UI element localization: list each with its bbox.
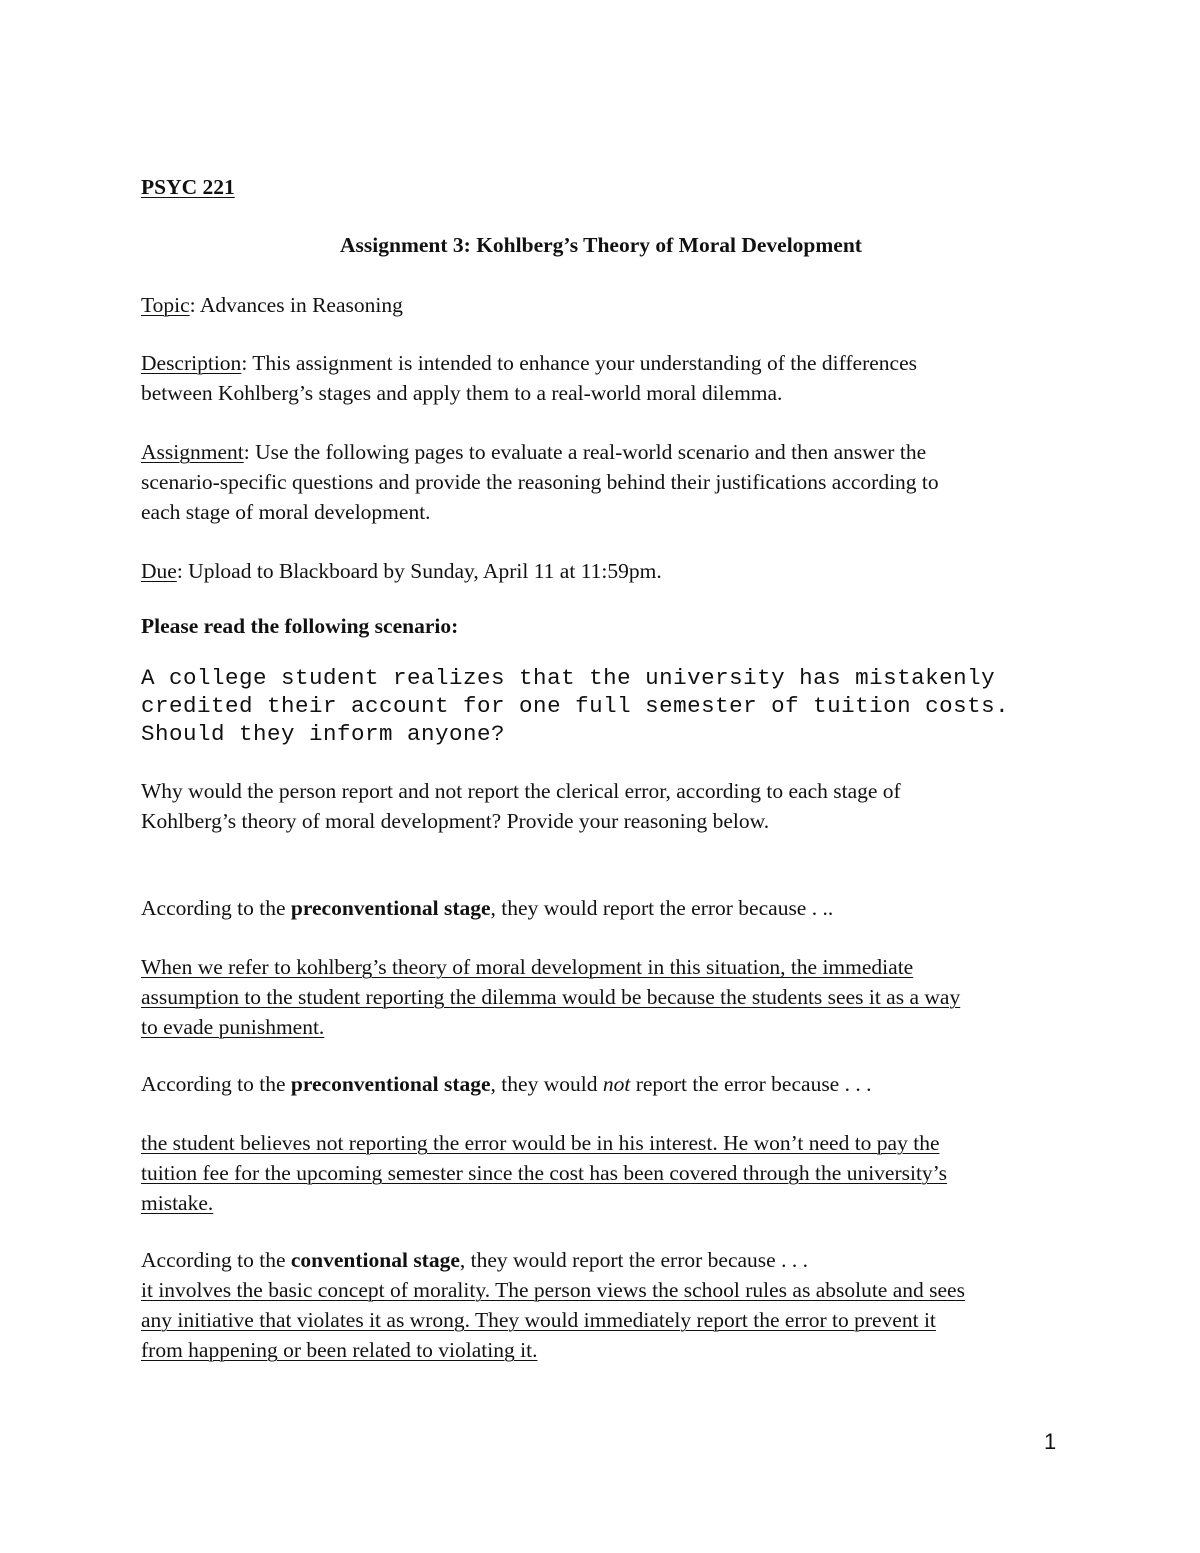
assignment-label: Assignment	[141, 440, 244, 464]
assignment-line-3: each stage of moral development.	[141, 500, 431, 524]
answer2-line-1: the student believes not reporting the error would be in his interest. He won’t need to pay the	[141, 1131, 940, 1155]
topic-text: : Advances in Reasoning	[189, 293, 403, 317]
prompt2-mid: , they would	[490, 1072, 603, 1096]
description-line-2: between Kohlberg’s stages and apply them to a real-world moral dilemma.	[141, 381, 783, 405]
prompt1-pre: According to the	[141, 896, 291, 920]
question-line-2: Kohlberg’s theory of moral development? Provide your reasoning below.	[141, 809, 770, 833]
prompt2-pre: According to the	[141, 1072, 291, 1096]
scenario-heading: Please read the following scenario:	[141, 614, 459, 638]
answer2-line-3: mistake.	[141, 1191, 214, 1215]
due-label: Due	[141, 559, 177, 583]
description-text-1: : This assignment is intended to enhance your understanding of the differences	[241, 351, 917, 375]
answer1-line-2: assumption to the student reporting the dilemma would be because the students sees it as a way	[141, 985, 961, 1009]
prompt3-stage: conventional stage	[290, 1248, 460, 1272]
prompt-preconventional-not-report	[141, 1069, 871, 1099]
prompt1-stage: preconventional stage	[290, 896, 491, 920]
assignment-line-1	[141, 437, 926, 467]
prompt2-stage: preconventional stage	[290, 1072, 491, 1096]
scenario-line-3: Should they inform anyone?	[141, 721, 506, 747]
topic-line	[141, 290, 403, 320]
prompt2-not: not	[602, 1072, 631, 1096]
due-text: : Upload to Blackboard by Sunday, April 11 at 11:59pm.	[176, 559, 662, 583]
due-line	[141, 556, 662, 586]
prompt-conventional-report	[141, 1245, 808, 1275]
answer3-line-2: any initiative that violates it as wrong. They would immediately report the error to prevent it	[141, 1308, 936, 1332]
scenario-line-2: credited their account for one full semester of tuition costs.	[141, 693, 1010, 719]
answer1-line-3: to evade punishment.	[141, 1015, 325, 1039]
course-code: PSYC 221	[141, 175, 235, 199]
prompt1-post: , they would report the error because . ..	[490, 896, 834, 920]
answer1-line-1: When we refer to kohlberg’s theory of moral development in this situation, the immediate	[141, 955, 914, 979]
prompt-preconventional-report	[141, 893, 833, 923]
topic-label: Topic	[141, 293, 190, 317]
prompt2-post: report the error because . . .	[630, 1072, 872, 1096]
answer3-line-1: it involves the basic concept of morality. The person views the school rules as absolute and sees	[141, 1278, 965, 1302]
assignment-title: Assignment 3: Kohlberg’s Theory of Moral Development	[340, 233, 862, 257]
scenario-line-1: A college student realizes that the university has mistakenly	[141, 665, 996, 691]
assignment-line-2: scenario-specific questions and provide the reasoning behind their justifications according to	[141, 470, 939, 494]
question-line-1: Why would the person report and not report the clerical error, according to each stage of	[141, 779, 901, 803]
page-number: 1	[1044, 1429, 1057, 1454]
assignment-text-1: : Use the following pages to evaluate a real-world scenario and then answer the	[243, 440, 927, 464]
answer3-line-3: from happening or been related to violating it.	[141, 1338, 538, 1362]
prompt3-post: , they would report the error because . . .	[459, 1248, 808, 1272]
answer2-line-2: tuition fee for the upcoming semester since the cost has been covered through the university’s	[141, 1161, 948, 1185]
description-label: Description	[141, 351, 242, 375]
description-line-1	[141, 348, 917, 378]
prompt3-pre: According to the	[141, 1248, 291, 1272]
